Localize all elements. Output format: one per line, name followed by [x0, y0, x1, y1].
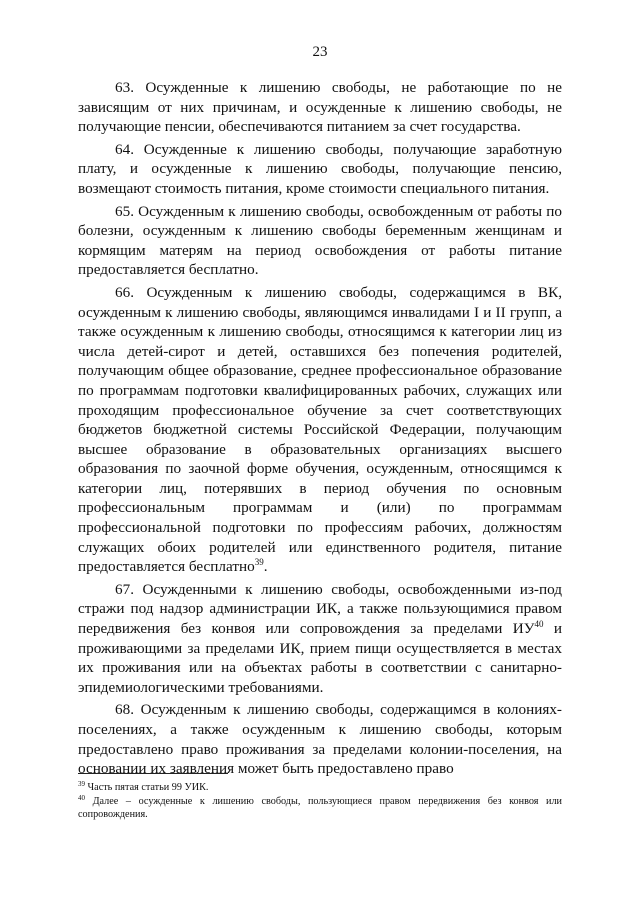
paragraph-67: 67. Осужденными к лишению свободы, освобожденными из-под стражи под надзор администрации ИК, а также пользующимися правом передвижения без конвоя или сопровождения за пределами ИУ$^{40}$ и проживающими за пределами ИК, прием пищи осуществляется в местах их проживания или на объектах работы в соответствии с санитарно-эпидемиологическими требованиями.: [78, 580, 562, 696]
footnotes: [78, 781, 562, 822]
footnote-mark-39: 39: [78, 780, 85, 788]
paragraph-63: 63. Осужденные к лишению свободы, не работающие по не зависящим от них причинам, и осужденные к лишению свободы, не получающие пенсии, обеспечиваются питанием за счет государства.: [78, 79, 562, 136]
footnote-ref-40: 40: [534, 619, 544, 630]
paragraph-64: 64. Осужденные к лишению свободы, получающие заработную плату, и осужденные к лишению свободы, получающие пенсию, возмещают стоимость питания, кроме стоимости специального питания.: [78, 140, 562, 197]
footnote-mark-40: 40: [78, 793, 85, 802]
paragraph-68: 68. Осужденным к лишению свободы, содержащимся в колониях-поселениях, а также осужденным к лишению свободы, которым предоставлено право проживания за пределами колонии-поселения, на основании их заявления может быть предоставлено право: [78, 701, 562, 778]
footnote-separator: [78, 773, 228, 774]
footnote-40: $^{40}$ Далее – осужденные к лишению свободы, пользующиеся правом передвижения без конвоя или сопровождения.: [78, 793, 562, 820]
paragraph-66: 66. Осужденным к лишению свободы, содержащимся в ВК, осужденным к лишению свободы, являющимся инвалидами I и II групп, а также осужденным к лишению свободы, относящимся к категории лиц из числа детей-сирот и детей, оставшихся без попечения родителей, получающим общее образование, среднее профессиональное образование по программам подготовки квалифицированных рабочих, служащих или проходящим профессиональное обучение за счет соответствующих бюджетов бюджетной системы Российской Федерации, получающим высшее образование в образовательных организациях высшего образования по заочной форме обучения, осужденным, относящимся к категории лиц, потерявших в период обучения по основным профессиональным программам и (или) по программам профессиональной подготовки по профессиям рабочих, должностям служащих обоих родителей или единственного родителя, питание предоставляется бесплатно$^{39}$.: [78, 283, 562, 576]
footnote-ref-39: 39: [254, 557, 264, 568]
footnote-39: $^{39}$ Часть пятая статьи 99 УИК.: [78, 780, 209, 793]
paragraph-65: 65. Осужденным к лишению свободы, освобожденным от работы по болезни, осужденным к лишению свободы беременным женщинам и кормящим матерям на период освобождения от работы питание предоставляется бесплатно.: [78, 202, 562, 279]
body-text: [78, 78, 562, 782]
page-number: 23: [312, 44, 328, 60]
